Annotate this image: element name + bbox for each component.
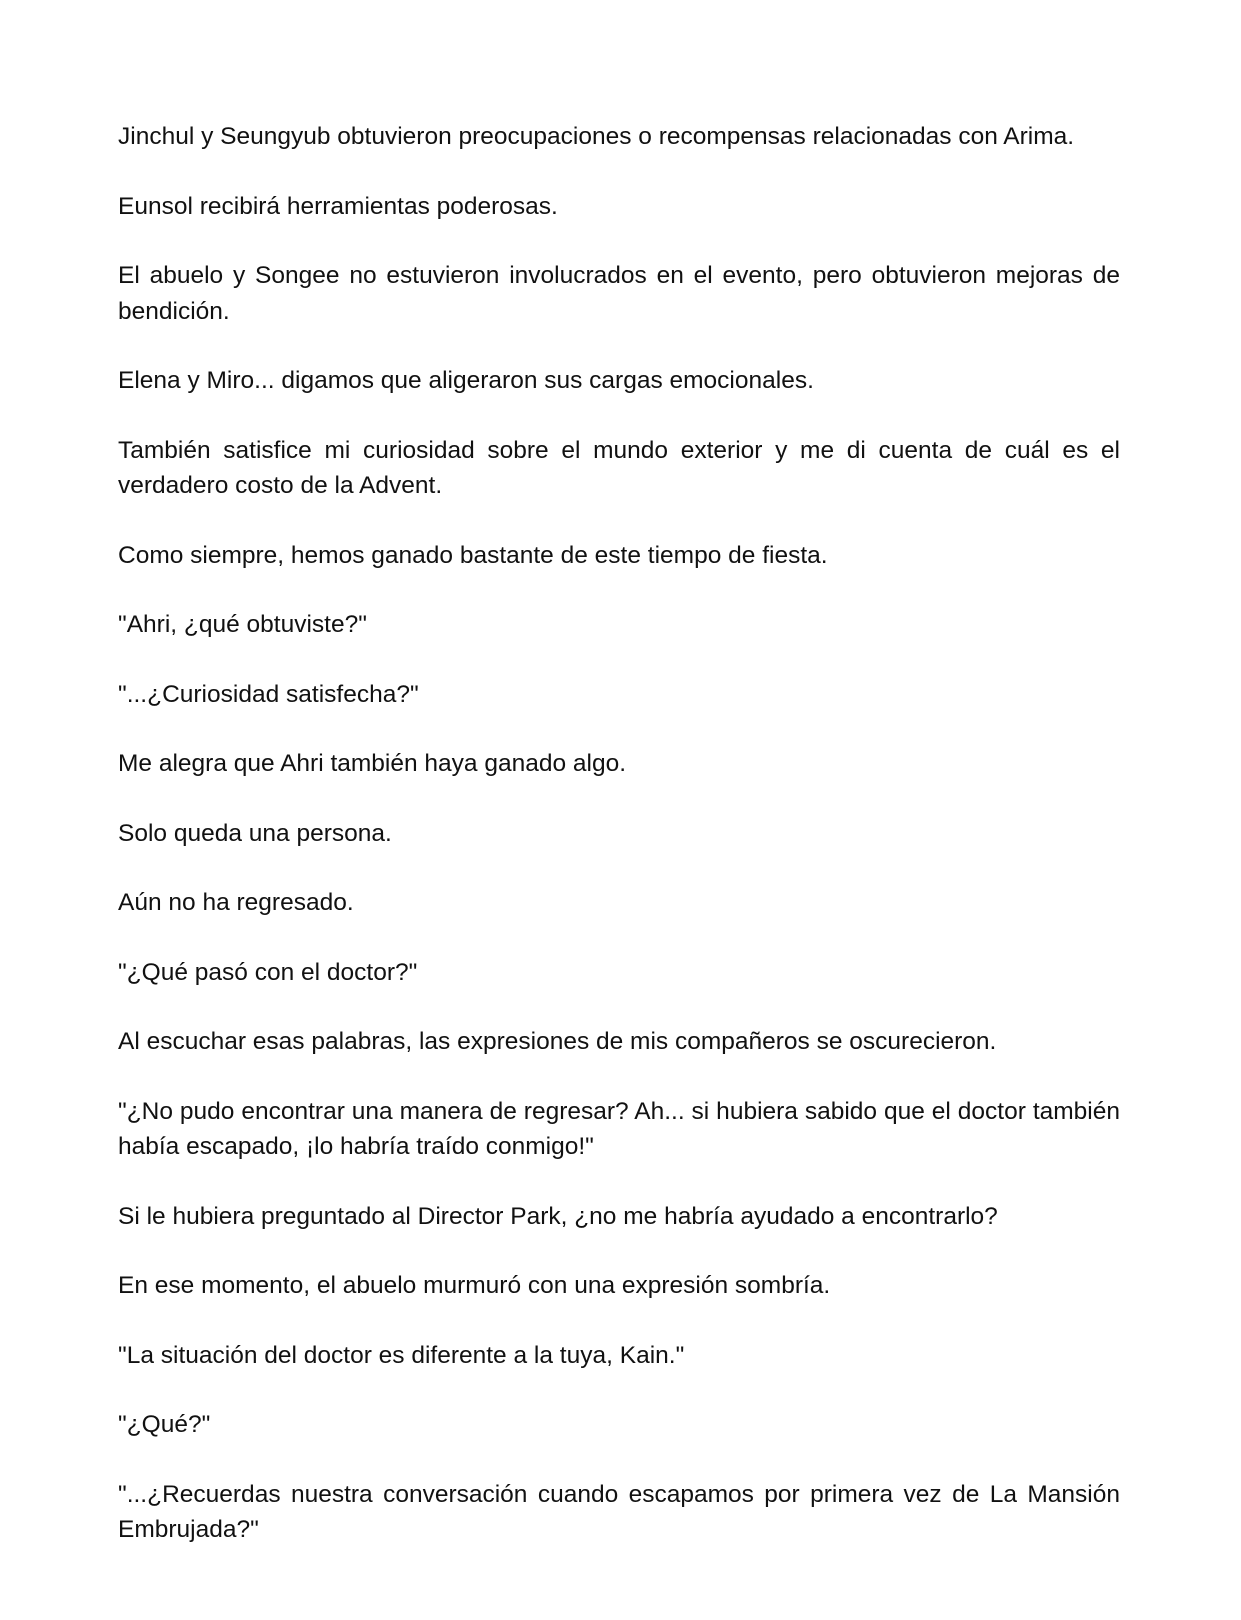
paragraph: Aún no ha regresado. (118, 889, 354, 916)
paragraph: Me alegra que Ahri también haya ganado algo. (118, 750, 627, 777)
paragraph: Si le hubiera preguntado al Director Park, ¿no me habría ayudado a encontrarlo? (118, 1202, 998, 1230)
paragraph: "¿Qué?" (118, 1411, 211, 1438)
paragraph: Solo queda una persona. (118, 819, 392, 847)
paragraph: "La situación del doctor es diferente a la tuya, Kain." (118, 1341, 685, 1369)
paragraph: En ese momento, el abuelo murmuró con una expresión sombría. (118, 1272, 831, 1299)
paragraph: "¿No pudo encontrar una manera de regresar? Ah... si hubiera sabido que el doctor también había escapado, ¡lo habría traído conmigo!" (118, 1097, 1120, 1160)
paragraph: Jinchul y Seungyub obtuvieron preocupaciones o recompensas relacionadas con Arima. (118, 123, 1075, 150)
paragraph: "...¿Recuerdas nuestra conversación cuando escapamos por primera vez de La Mansión Embrujada?" (118, 1480, 1120, 1543)
document-body (118, 119, 1120, 1582)
paragraph: "...¿Curiosidad satisfecha?" (118, 680, 419, 708)
paragraph: También satisfice mi curiosidad sobre el mundo exterior y me di cuenta de cuál es el verdadero costo de la Advent. (118, 436, 1120, 499)
paragraph: "Ahri, ¿qué obtuviste?" (118, 611, 367, 638)
paragraph: Al escuchar esas palabras, las expresiones de mis compañeros se oscurecieron. (118, 1028, 997, 1055)
paragraph: Eunsol recibirá herramientas poderosas. (118, 192, 558, 220)
paragraph: Como siempre, hemos ganado bastante de este tiempo de fiesta. (118, 541, 828, 569)
paragraph: El abuelo y Songee no estuvieron involucrados en el evento, pero obtuvieron mejoras de bendición. (118, 262, 1120, 325)
paragraph: Elena y Miro... digamos que aligeraron sus cargas emocionales. (118, 367, 814, 394)
paragraph: "¿Qué pasó con el doctor?" (118, 958, 418, 986)
